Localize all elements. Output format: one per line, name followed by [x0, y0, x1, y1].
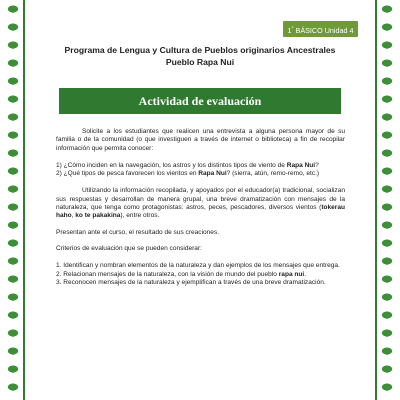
grade-suffix: °	[291, 26, 294, 32]
program-title: Programa de Lengua y Cultura de Pueblos originarios Ancestrales	[64, 45, 336, 55]
criteria-title: Criterios de evaluación que se pueden considerar:	[56, 244, 202, 252]
criterion-2: 2. Relacionan mensajes de la naturaleza, con la visión de mundo del pueblo rapa nui.	[56, 270, 307, 278]
unit-badge	[283, 21, 358, 37]
people-title: Pueblo Rapa Nui	[165, 57, 235, 67]
activity-content	[56, 128, 345, 295]
question-2: 2) ¿Qué tipos de pesca favorecen los vientos en Rapa Nui? (sierra, atún, remo-remo, etc.)	[56, 170, 320, 178]
leaf-border-left	[0, 0, 26, 400]
unit-label: BÁSICO Unidad 4	[295, 26, 354, 35]
criterion-3: 3. Reconocen mensajes de la naturaleza y ejemplifican a través de una breve dramatización.	[56, 278, 326, 286]
question-1: 1) ¿Cómo inciden en la navegación, los astros y los distintos tipos de viento de Rapa Nui?	[56, 161, 319, 169]
activity-banner: Actividad de evaluación	[59, 88, 341, 114]
leaf-border-right	[374, 0, 400, 400]
intro-paragraph: Solicite a los estudiantes que realicen una entrevista a alguna persona mayor de su familia o de la comunidad (o que investiguen a través de internet o biblioteca) a fin de recopilar información que permita conocer:	[56, 128, 345, 152]
activity-paragraph: Utilizando la información recopilada, y apoyados por el educador(a) tradicional, socializan sus respuestas y desarrollan de manera grupal, una breve dramatización con mensajes de la naturaleza, que tenga como protagonistas: astros, peces, pescadores, diversos vientos (tokerau haho, ko te pakakina), entre otros.	[56, 187, 345, 220]
criterion-1: 1. Identifican y nombran elementos de la naturaleza y dan ejemplos de los mensajes que entrega.	[56, 262, 340, 270]
present-paragraph: Presentan ante el curso, el resultado de sus creaciones.	[56, 228, 220, 236]
page-header	[30, 44, 370, 68]
grade-number: 1	[287, 26, 292, 35]
